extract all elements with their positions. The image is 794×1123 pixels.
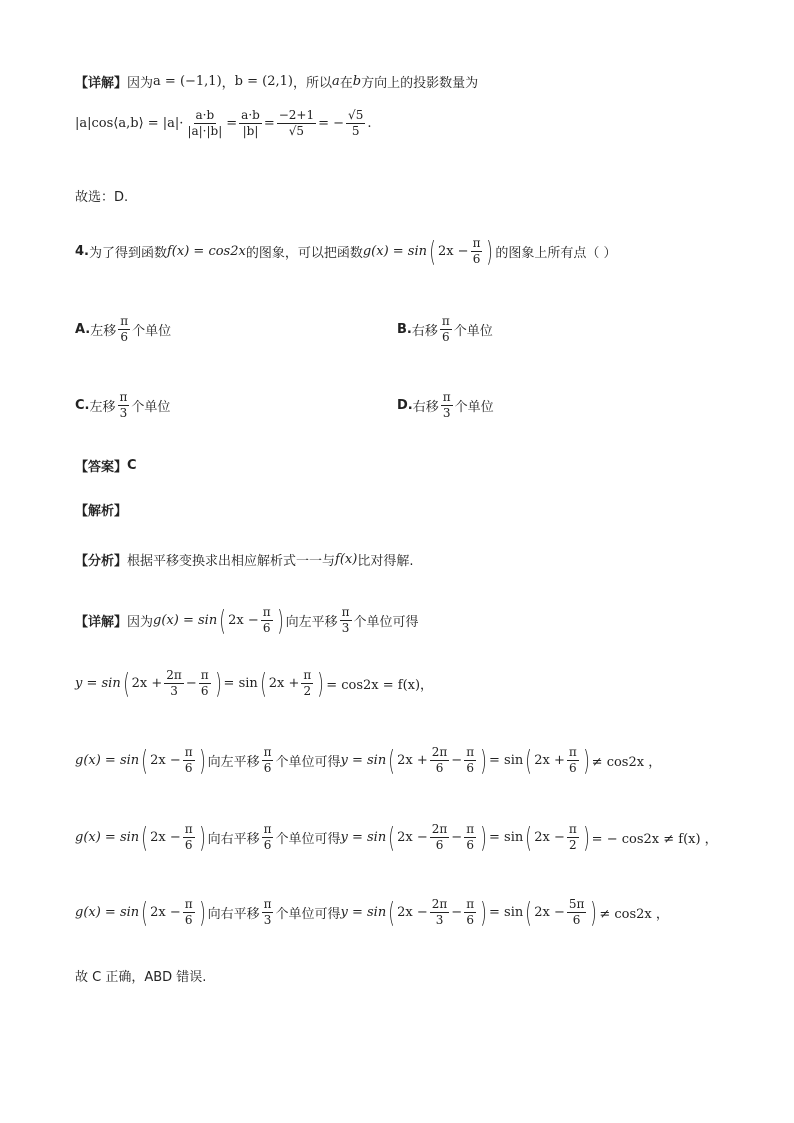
fraction: $\frac{5\pi}{6}$ — [568, 897, 585, 927]
fenxi-line: 【分析】 根据平移变换求出相应解析式一一与 f(x) 比对得解. — [75, 552, 414, 569]
fraction: $\frac{\pi}{6}$ — [184, 897, 193, 927]
fraction: $\frac{\pi}{6}$ — [200, 668, 209, 698]
fraction: $\frac{\pi}{6}$ — [472, 236, 481, 266]
option-b[interactable]: B. 右移 $\frac{\pi}{6}$ 个单位 — [397, 314, 493, 344]
equation-line-4: g(x) = sin ( 2x − $\frac{\pi}{6}$ ) 向右平移 $\frac{\pi}{6}$ 个单位可得 y = sin ( 2x − $\frac{2\pi}{6}$ − $\frac{\pi}{6}$ ) = sin ( 2x − $\frac{\pi}{2}$ ) = − cos2x ≠ f(x) ， — [75, 820, 718, 854]
analysis-label: 【解析】 — [75, 504, 128, 519]
fraction: $\frac{\pi}{3}$ — [119, 390, 128, 420]
fraction: $\frac{2\pi}{3}$ — [166, 668, 182, 698]
vector-a-value: a = (−1,1) — [153, 74, 222, 89]
equation-y: y = sin ( 2x + $\frac{2\pi}{3}$ − $\frac{\pi}{6}$ ) = sin ( 2x + $\frac{\pi}{2}$ ) = cos2x = f(x)， — [75, 666, 434, 700]
answer: 【答案】 C — [75, 458, 137, 475]
fraction: $\frac{\pi}{3}$ — [442, 390, 451, 420]
fraction: $\frac{\pi}{2}$ — [303, 668, 312, 698]
conclusion-2: 故 C 正确，ABD 错误. — [75, 970, 207, 985]
conclusion-1: 故选：D. — [75, 190, 129, 205]
fraction: $\frac{\pi}{6}$ — [441, 314, 450, 344]
answer-value: C — [127, 458, 137, 473]
fraction: $\frac{\pi}{3}$ — [341, 605, 350, 635]
option-a[interactable]: A. 左移 $\frac{\pi}{6}$ 个单位 — [75, 314, 172, 344]
vector-b-value: b = (2,1) — [234, 74, 293, 89]
fraction: $\frac{\pi}{6}$ — [466, 822, 475, 852]
question-number: 4. — [75, 244, 89, 259]
fraction: $\frac{\pi}{6}$ — [466, 745, 475, 775]
detail-label: 【详解】 — [75, 76, 128, 91]
fraction: $\frac{\pi}{6}$ — [466, 897, 475, 927]
fraction: $\frac{\pi}{6}$ — [120, 314, 129, 344]
fraction: $\frac{\pi}{3}$ — [263, 897, 272, 927]
fraction: $\frac{\pi}{6}$ — [184, 822, 193, 852]
fraction: $\frac{\pi}{6}$ — [568, 745, 577, 775]
detail1-line: 【详解】 因为 a = (−1,1) ， b = (2,1) ，所以 a 在 b 方向上的投影数量为 — [75, 74, 479, 91]
fraction: $\frac{√5}{5}$ — [348, 108, 364, 138]
fraction: $\frac{\pi}{6}$ — [263, 745, 272, 775]
fraction: $\frac{\pi}{6}$ — [262, 605, 271, 635]
detail2-line: 【详解】 因为 g(x) = sin ( 2x − $\frac{\pi}{6}$ ) 向左平移 $\frac{\pi}{3}$ 个单位可得 — [75, 603, 419, 637]
question-4: 4. 为了得到函数 f(x) = cos2x 的图象，可以把函数 g(x) = sin ( 2x − $\frac{\pi}{6}$ ) 的图象上所有点（ ） — [75, 234, 617, 268]
fraction: $\frac{2\pi}{6}$ — [431, 745, 448, 775]
equation-line-5: g(x) = sin ( 2x − $\frac{\pi}{6}$ ) 向右平移 $\frac{\pi}{3}$ 个单位可得 y = sin ( 2x − $\frac{2\pi}{3}$ − $\frac{\pi}{6}$ ) = sin ( 2x − $\frac{5\pi}{6}$ ) ≠ cos2x ， — [75, 895, 669, 929]
fraction: $\frac{\pi}{2}$ — [568, 822, 577, 852]
fraction: $\frac{a\cdot b}{|b|}$ — [241, 108, 260, 138]
fraction: $\frac{2\pi}{6}$ — [431, 822, 448, 852]
fraction: $\frac{\pi}{6}$ — [184, 745, 193, 775]
fraction: $\frac{2\pi}{3}$ — [431, 897, 448, 927]
projection-formula: |a|cos⟨a,b⟩ = |a|· $\frac{a\cdot b}{|a|\cdot|b|}$ = $\frac{a\cdot b}{|b|}$ = $\frac{-2+1}{√5}$ = − $\frac{√5}{5}$ . — [75, 108, 372, 138]
option-d[interactable]: D. 右移 $\frac{\pi}{3}$ 个单位 — [397, 390, 494, 420]
fraction: $\frac{a\cdot b}{|a|\cdot|b|}$ — [187, 108, 223, 138]
equation-line-3: g(x) = sin ( 2x − $\frac{\pi}{6}$ ) 向左平移 $\frac{\pi}{6}$ 个单位可得 y = sin ( 2x + $\frac{2\pi}{6}$ − $\frac{\pi}{6}$ ) = sin ( 2x + $\frac{\pi}{6}$ ) ≠ cos2x ， — [75, 743, 662, 777]
option-c[interactable]: C. 左移 $\frac{\pi}{3}$ 个单位 — [75, 390, 171, 420]
fraction: $\frac{-2+1}{√5}$ — [278, 108, 315, 138]
fraction: $\frac{\pi}{6}$ — [263, 822, 272, 852]
